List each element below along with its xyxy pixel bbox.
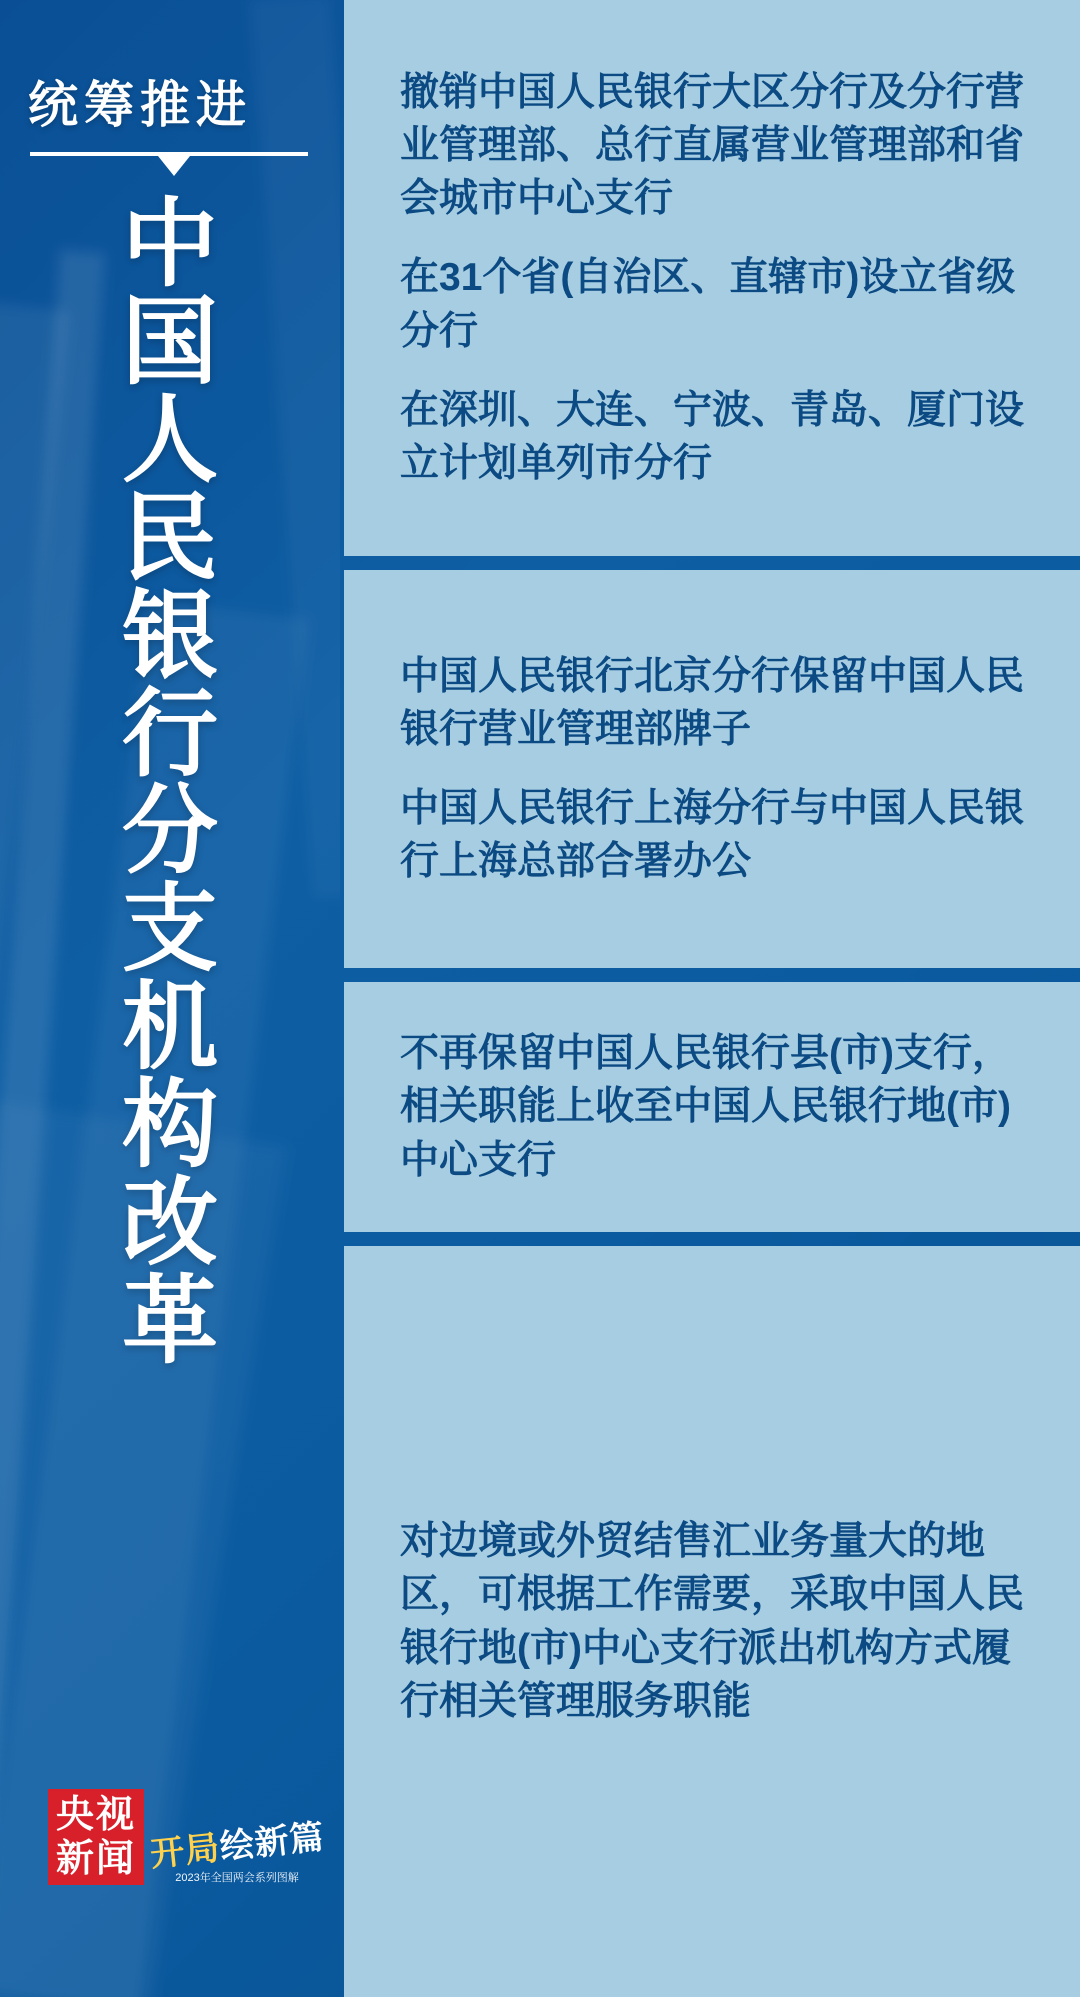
page-title: 中国人民银行分支机构改革: [122, 191, 218, 1375]
card-line: 中国人民银行北京分行保留中国人民银行营业管理部牌子: [400, 654, 1025, 751]
card-line: 不再保留中国人民银行县(市)支行，相关职能上收至中国人民银行地(市)中心支行: [400, 1032, 1011, 1182]
content-card: [344, 1246, 1080, 1997]
brand-logos: [48, 1789, 327, 1885]
series-logo-art: [147, 1817, 327, 1875]
card-line: 在深圳、大连、宁波、青岛、厦门设立计划单列市分行: [400, 388, 1025, 485]
content-card: [344, 982, 1080, 1232]
card-line: 中国人民银行上海分行与中国人民银行上海总部合署办公: [400, 787, 1025, 884]
content-card: [344, 0, 1080, 556]
series-logo-line2: 绘新篇: [217, 1817, 327, 1867]
card-line: 撤销中国人民银行大区分行及分行营业管理部、总行直属营业管理部和省会城市中心支行: [400, 71, 1025, 221]
cctv-logo-line2: 新闻: [55, 1838, 136, 1880]
cctv-logo-line1: 央视: [55, 1794, 136, 1836]
series-logo-subtitle: 2023年全国两会系列图解: [175, 1872, 299, 1884]
card-line: 对边境或外贸结售汇业务量大的地区，可根据工作需要，采取中国人民银行地(市)中心支行派出机构方式履行相关管理服务职能: [400, 1520, 1025, 1723]
kicker-text: 统筹推进: [28, 77, 252, 133]
cctv-news-logo: [48, 1789, 144, 1885]
card-line: 在31个省(自治区、直辖市)设立省级分行: [400, 256, 1016, 353]
series-logo: [147, 1789, 327, 1885]
content-column: [340, 0, 1080, 1997]
left-title-panel: [0, 0, 340, 1997]
series-logo-line1: 开局: [147, 1828, 222, 1875]
chevron-down-icon: [158, 156, 190, 176]
content-card: [344, 570, 1080, 968]
